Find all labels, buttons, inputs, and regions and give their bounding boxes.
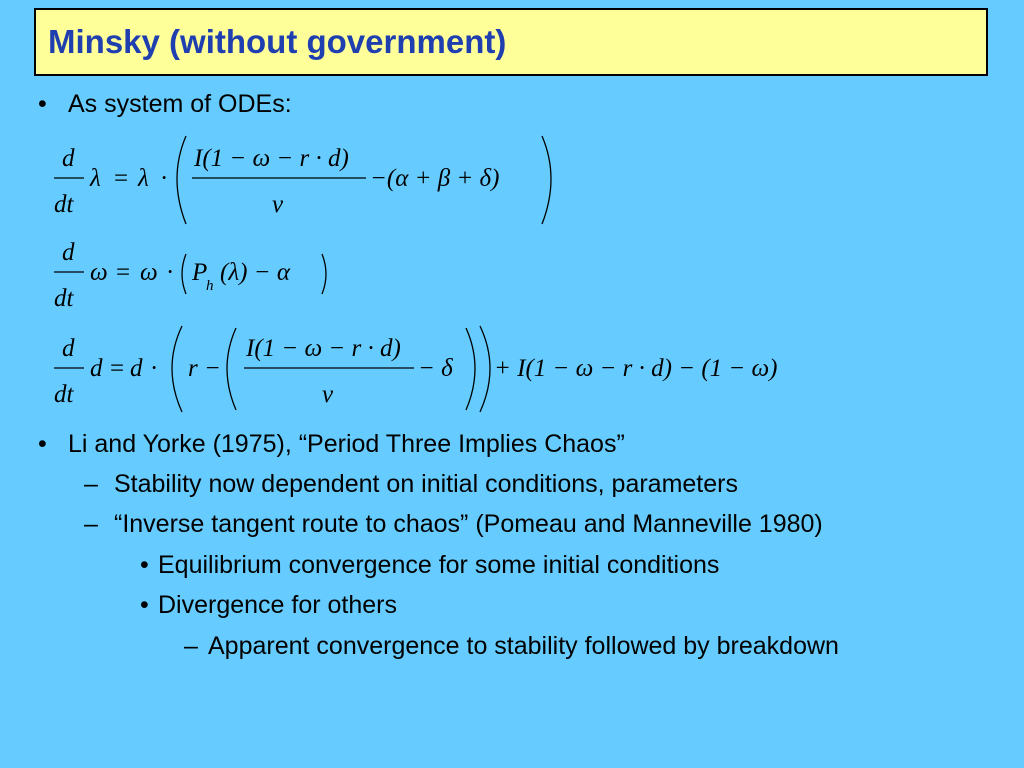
sub-bullet-marker: – [84, 470, 98, 498]
eq1-denominator: v [272, 191, 284, 218]
eq1-d: d [62, 145, 75, 172]
bullet-marker: • [38, 90, 47, 118]
eq3-tail: + I(1 − ω − r · d) − (1 − ω) [494, 355, 778, 382]
sub-bullet-marker: – [84, 510, 98, 538]
title-box [34, 8, 988, 76]
ode-equations [50, 128, 830, 418]
bullet-text-odes: As system of ODEs: [68, 90, 292, 118]
level4-bullet-marker: – [184, 632, 198, 660]
eq3-rhs-var: d [130, 355, 143, 382]
eq3-minus-delta: − δ [418, 355, 453, 382]
eq2-P: P [192, 259, 208, 286]
eq2-lhs: ω [90, 259, 108, 286]
eq2-dot: · [166, 259, 175, 286]
equation-lambda [54, 136, 551, 224]
eq1-numerator: I(1 − ω − r · d) [194, 145, 349, 172]
eq3-r-minus: r − [188, 355, 221, 382]
eq2-equals: = [116, 259, 131, 286]
page-title: Minsky (without government) [48, 23, 507, 60]
sub-sub-bullet-marker: • [140, 551, 149, 579]
eq2-dt: dt [54, 285, 74, 312]
equation-omega [54, 239, 326, 312]
eq1-dot: · [160, 165, 169, 192]
eq3-denominator: v [322, 381, 334, 408]
eq1-rhs-var: λ [138, 165, 149, 192]
eq2-body: (λ) − α [220, 259, 290, 286]
eq1-dt: dt [54, 191, 74, 218]
eq3-lhs: d [90, 355, 103, 382]
bullet-text-li-yorke: Li and Yorke (1975), “Period Three Implies Chaos” [68, 430, 625, 458]
sub-sub-bullet-divergence: Divergence for others [158, 591, 398, 619]
level4-bullet-breakdown: Apparent convergence to stability followed by breakdown [208, 632, 839, 660]
eq3-dot: · [150, 355, 159, 382]
eq3-numerator: I(1 − ω − r · d) [246, 335, 401, 362]
eq3-equals: = [110, 355, 125, 382]
sub-sub-bullet-marker: • [140, 591, 149, 619]
eq1-tail: −(α + β + δ) [370, 165, 500, 192]
sub-bullet-inverse-tangent: “Inverse tangent route to chaos” (Pomeau and Manneville 1980) [114, 510, 823, 538]
eq2-d: d [62, 239, 75, 266]
eq3-dt: dt [54, 381, 74, 408]
equation-debt [54, 326, 778, 412]
eq1-lhs: λ [90, 165, 101, 192]
eq2-subscript-h: h [206, 278, 214, 294]
eq1-equals: = [114, 165, 129, 192]
bullet-marker: • [38, 430, 47, 458]
sub-bullet-stability: Stability now dependent on initial conditions, parameters [114, 470, 738, 498]
eq3-d: d [62, 335, 75, 362]
eq2-rhs-var: ω [140, 259, 158, 286]
sub-sub-bullet-equilibrium: Equilibrium convergence for some initial conditions [158, 551, 720, 579]
